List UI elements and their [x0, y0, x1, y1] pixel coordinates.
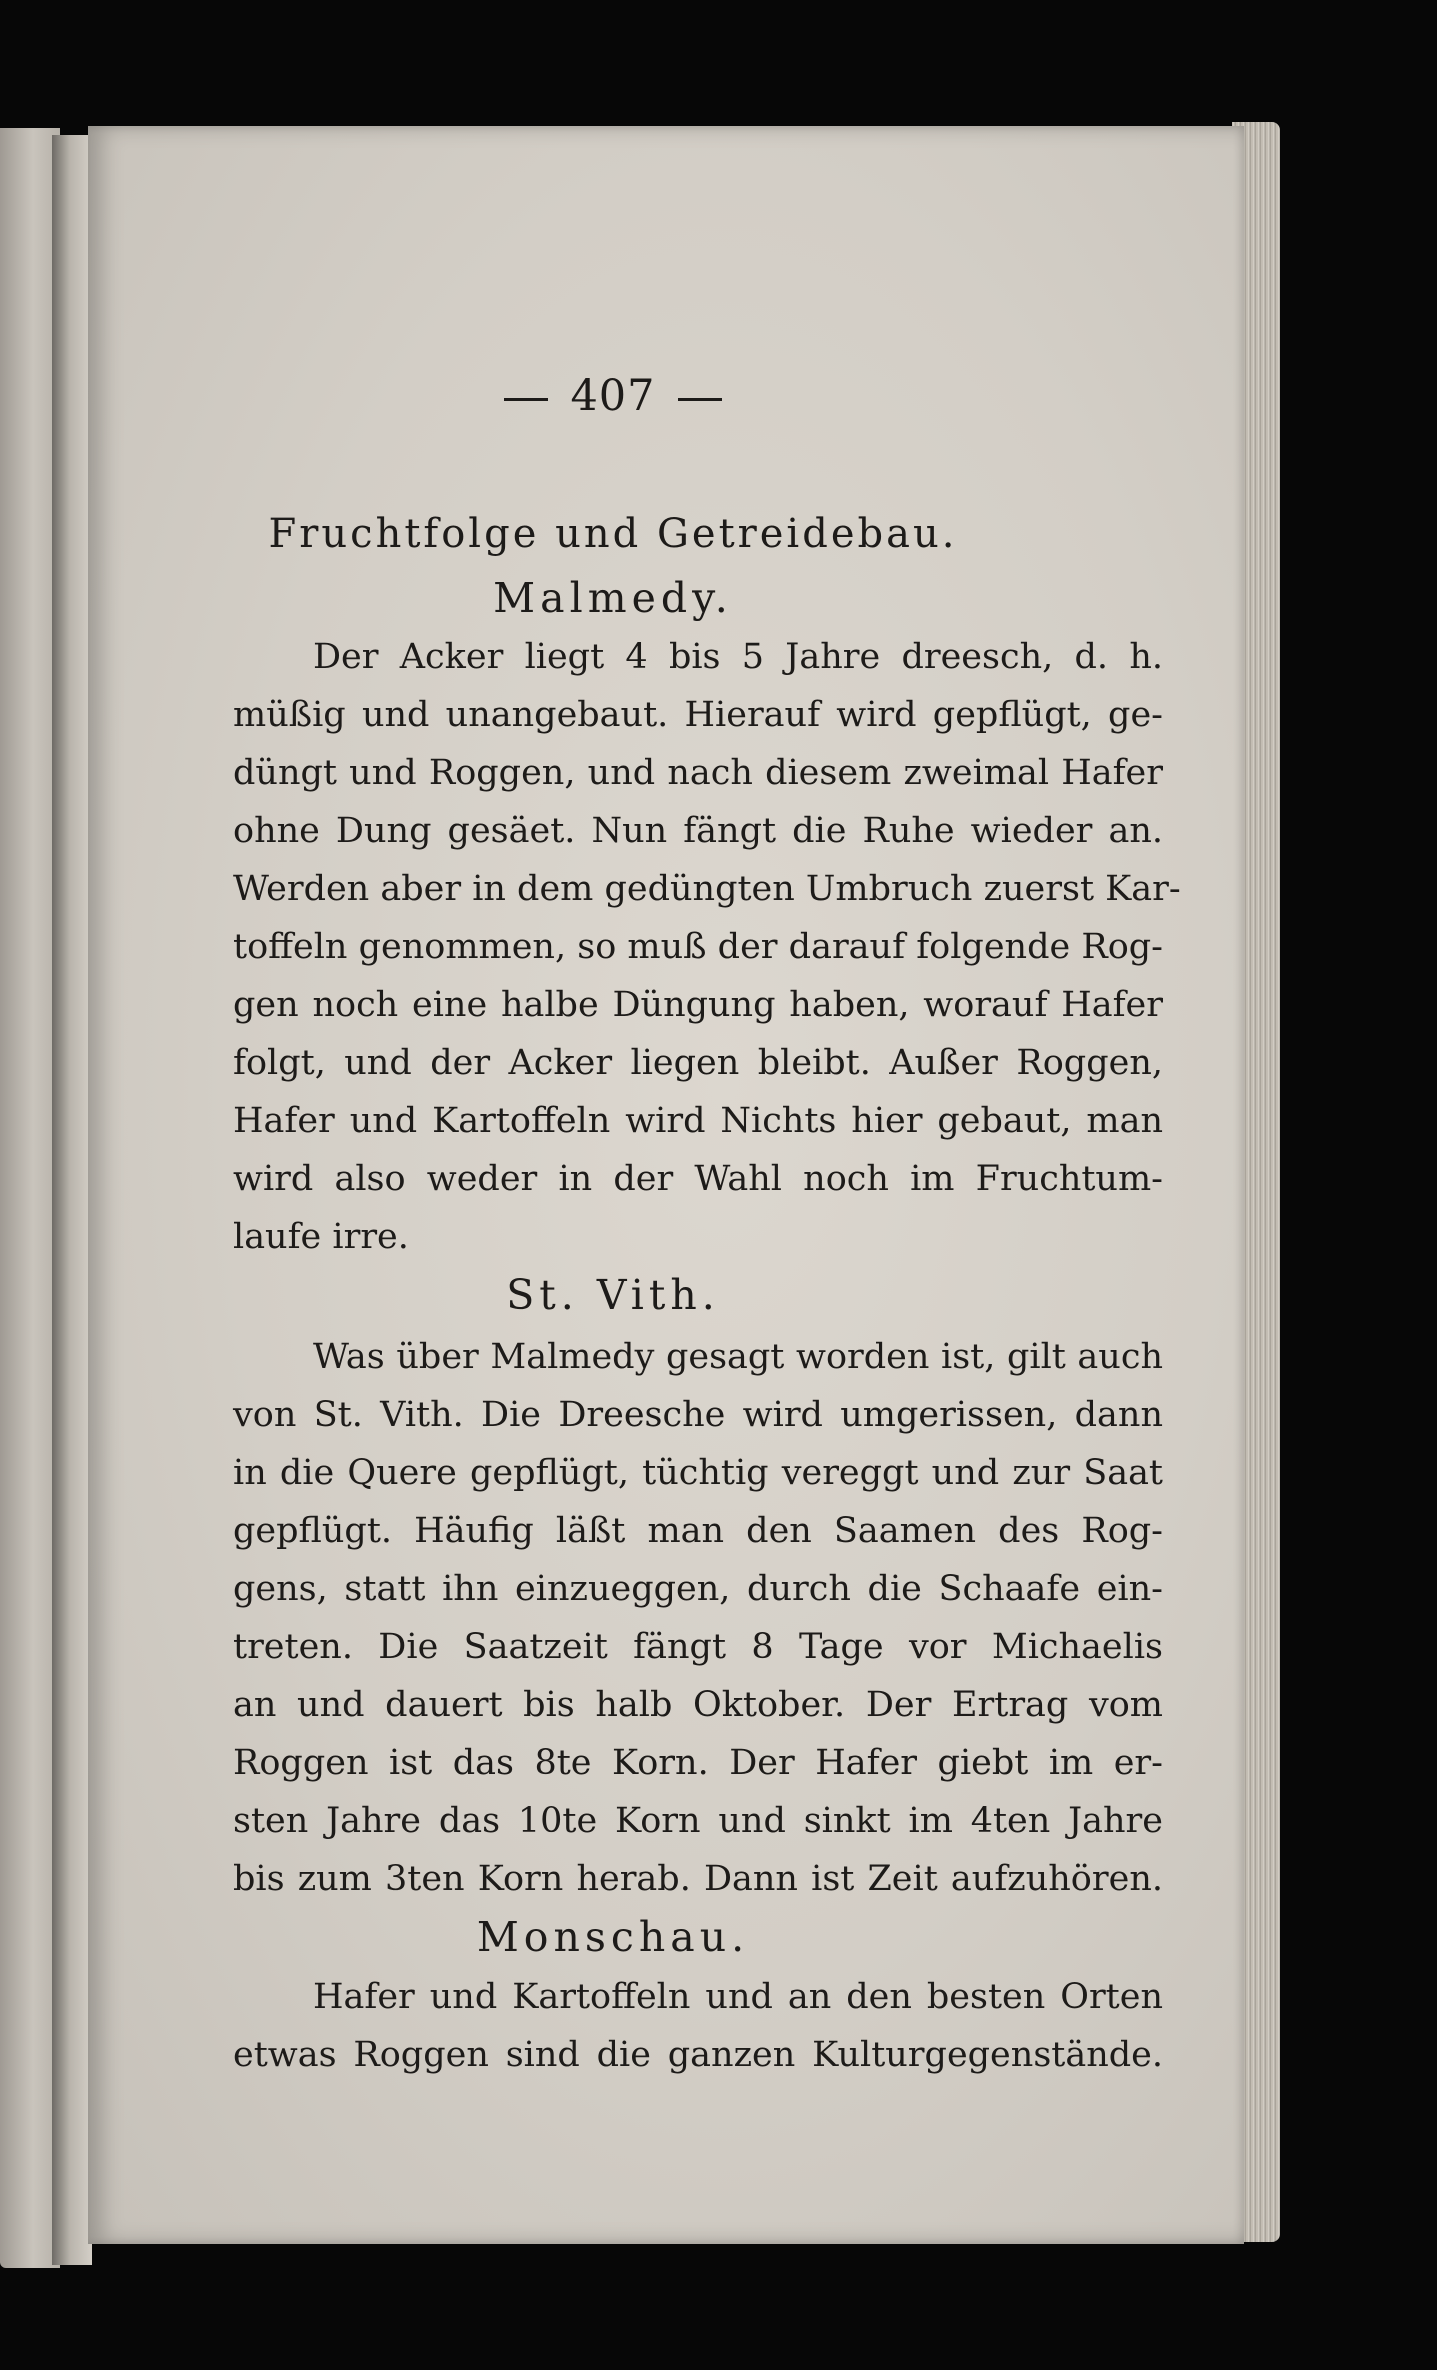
text-line: Roggen ist das 8te Korn. Der Hafer giebt im er-: [233, 1743, 1163, 1783]
text-line: Werden aber in dem gedüngten Umbruch zuerst Kar-: [233, 869, 1181, 909]
text-line: von St. Vith. Die Dreesche wird umgerissen, dann: [233, 1395, 1163, 1435]
place-heading-monschau: Monschau.: [476, 1913, 750, 1961]
text-line: Was über Malmedy gesagt worden ist, gilt auch: [313, 1337, 1163, 1377]
text-line: Hafer und Kartoffeln und an den besten Orten: [313, 1977, 1163, 2017]
page-header: [233, 371, 993, 421]
text-line: folgt, und der Acker liegen bleibt. Außer Roggen,: [233, 1043, 1163, 1083]
text-line: gen noch eine halbe Düngung haben, worauf Hafer: [233, 985, 1163, 1025]
header-dash-right: [678, 398, 722, 401]
book-page: [88, 126, 1244, 2244]
text-line: toffeln genommen, so muß der darauf folgende Rog-: [233, 927, 1163, 967]
page-number: 407: [570, 371, 656, 421]
text-line: müßig und unangebaut. Hierauf wird gepflügt, ge-: [233, 695, 1163, 735]
section-heading: Fruchtfolge und Getreidebau.: [268, 511, 958, 557]
previous-page-edge: [0, 128, 60, 2268]
book-gutter: [52, 135, 92, 2265]
place-heading-malmedy: Malmedy.: [493, 574, 733, 622]
text-line: Der Acker liegt 4 bis 5 Jahre dreesch, d. h.: [313, 637, 1163, 677]
text-line: etwas Roggen sind die ganzen Kulturgegenstände.: [233, 2035, 1163, 2075]
text-line: gepflügt. Häufig läßt man den Saamen des Rog-: [233, 1511, 1163, 1551]
text-line: ohne Dung gesäet. Nun fängt die Ruhe wieder an.: [233, 811, 1163, 851]
text-line: düngt und Roggen, und nach diesem zweimal Hafer: [233, 753, 1163, 793]
text-line: bis zum 3ten Korn herab. Dann ist Zeit aufzuhören.: [233, 1859, 1163, 1899]
text-line: sten Jahre das 10te Korn und sinkt im 4ten Jahre: [233, 1801, 1163, 1841]
text-line: Hafer und Kartoffeln wird Nichts hier gebaut, man: [233, 1101, 1163, 1141]
text-line: gens, statt ihn einzueggen, durch die Schaafe ein-: [233, 1569, 1163, 1609]
text-line: in die Quere gepflügt, tüchtig vereggt und zur Saat: [233, 1453, 1163, 1493]
text-line: an und dauert bis halb Oktober. Der Ertrag vom: [233, 1685, 1163, 1725]
text-line: treten. Die Saatzeit fängt 8 Tage vor Michaelis: [233, 1627, 1163, 1667]
header-dash-left: [504, 398, 548, 401]
text-line: wird also weder in der Wahl noch im Fruchtum-: [233, 1159, 1163, 1199]
place-heading-st-vith: St. Vith.: [506, 1271, 720, 1319]
text-line: laufe irre.: [233, 1217, 409, 1257]
